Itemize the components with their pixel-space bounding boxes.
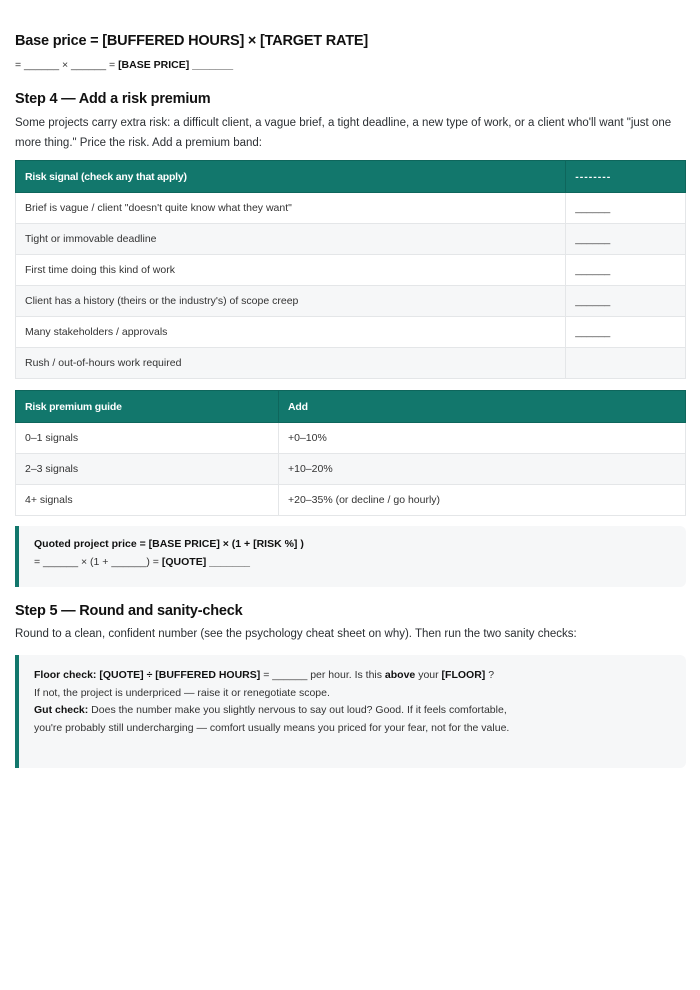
floor-check-end: ? — [485, 669, 495, 681]
risk-signal-check[interactable]: ______ — [566, 317, 686, 348]
risk-signal-label: Brief is vague / client "doesn't quite know what they want" — [16, 193, 566, 224]
table-row — [16, 423, 686, 454]
table-row — [16, 317, 686, 348]
base-price-result: [BASE PRICE] _______ — [118, 59, 234, 71]
base-price-heading: Base price = [BUFFERED HOURS] × [TARGET RATE] — [15, 33, 369, 49]
table-header-row — [16, 161, 686, 193]
risk-signal-label: Many stakeholders / approvals — [16, 317, 566, 348]
base-price-equation-blanks: = ______ × ______ = — [15, 59, 116, 71]
floor-check-floor: [FLOOR] — [441, 669, 486, 681]
risk-signal-check[interactable]: ______ — [566, 255, 686, 286]
quoted-price-callout — [15, 526, 686, 587]
risk-signal-label: Client has a history (theirs or the industry's) of scope creep — [16, 286, 566, 317]
floor-check — [34, 667, 524, 685]
table-header-row — [16, 391, 686, 423]
risk-signal-label: Rush / out-of-hours work required — [16, 348, 566, 379]
table-row — [16, 485, 686, 516]
risk-signal-check[interactable]: ______ — [566, 193, 686, 224]
risk-signal-check[interactable] — [566, 348, 686, 379]
sanity-check-callout — [15, 655, 686, 768]
floor-check-label: Floor check: [QUOTE] ÷ [BUFFERED HOURS] — [34, 669, 261, 681]
signal-count: 0–1 signals — [16, 423, 279, 454]
step4-intro: Some projects carry extra risk: a difficult client, a vague brief, a tight deadline, a new type of work, or a client who'll want "just one more thing." Price the risk. Add a premium band: — [15, 117, 672, 149]
floor-check-advice: If not, the project is underpriced — raise it or renegotiate scope. — [34, 686, 330, 699]
step5-heading: Step 5 — Round and sanity-check — [15, 603, 243, 619]
column-header-risk-premium-guide: Risk premium guide — [16, 391, 279, 423]
risk-signal-check[interactable]: ______ — [566, 224, 686, 255]
base-price-equation — [15, 59, 686, 71]
risk-signal-label: First time doing this kind of work — [16, 255, 566, 286]
quoted-price-formula: Quoted project price = [BASE PRICE] × (1 + [RISK %] ) — [34, 538, 304, 550]
risk-signal-label: Tight or immovable deadline — [16, 224, 566, 255]
quoted-price-blanks: = ______ × (1 + ______) = — [34, 556, 159, 568]
quoted-price-result: [QUOTE] _______ — [161, 556, 250, 568]
risk-signal-check[interactable]: ______ — [566, 286, 686, 317]
table-row — [16, 255, 686, 286]
gut-check-label: Gut check: — [34, 704, 89, 716]
step5-intro: Round to a clean, confident number (see the psychology cheat sheet on why). Then run the two sanity checks: — [15, 628, 577, 640]
quoted-price-equation — [34, 556, 686, 568]
table-row — [16, 193, 686, 224]
gut-check — [34, 702, 524, 737]
column-header-check: -------- — [566, 161, 686, 193]
table-row — [16, 348, 686, 379]
premium-add: +0–10% — [279, 423, 686, 454]
table-row — [16, 286, 686, 317]
risk-signals-table — [15, 160, 686, 379]
risk-premium-guide-table — [15, 390, 686, 516]
column-header-add: Add — [279, 391, 686, 423]
floor-check-text: = ______ per hour. Is this — [260, 669, 385, 681]
signal-count: 2–3 signals — [16, 454, 279, 485]
table-row — [16, 454, 686, 485]
signal-count: 4+ signals — [16, 485, 279, 516]
floor-check-text-2: your — [415, 669, 442, 681]
step4-heading: Step 4 — Add a risk premium — [15, 91, 211, 107]
table-row — [16, 224, 686, 255]
premium-add: +20–35% (or decline / go hourly) — [279, 485, 686, 516]
premium-add: +10–20% — [279, 454, 686, 485]
floor-check-emphasis: above — [384, 669, 416, 681]
column-header-risk-signal: Risk signal (check any that apply) — [16, 161, 566, 193]
gut-check-text: Does the number make you slightly nervous to say out loud? Good. If it feels comfortable, you're probably still undercharging — comfort usually means you priced for your fear, not for the value. — [34, 704, 510, 734]
